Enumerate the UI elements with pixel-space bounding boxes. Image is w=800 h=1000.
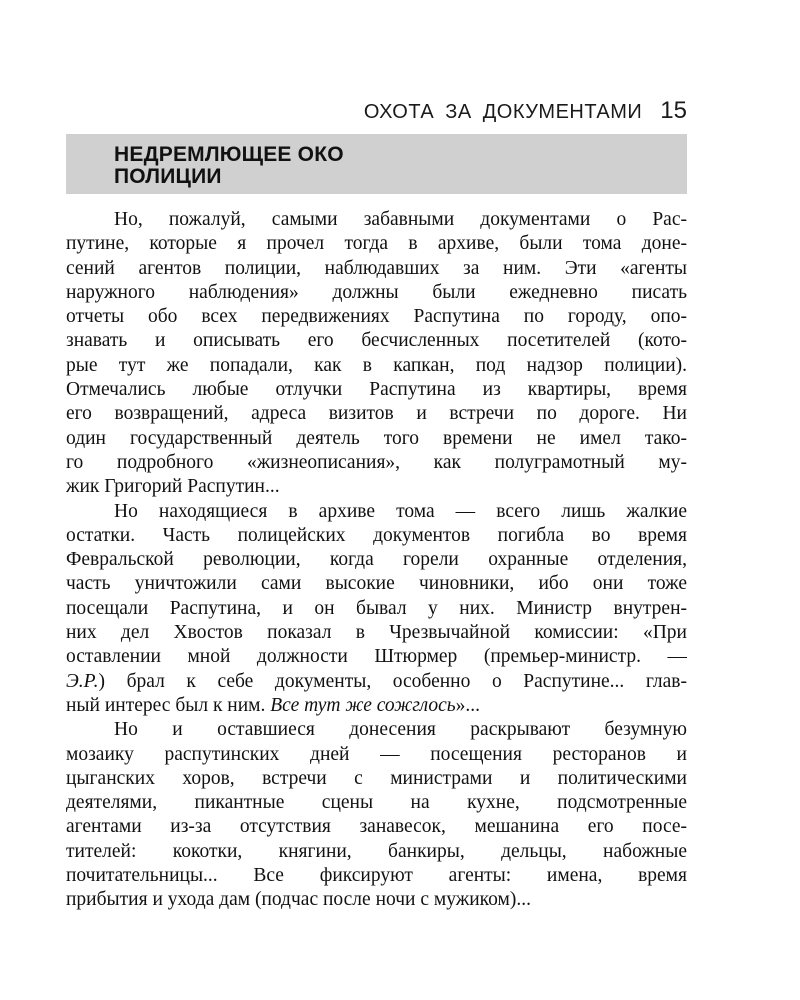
text-line: путине, которые я прочел тогда в архиве, были тома доне- — [66, 233, 687, 255]
section-heading-line: НЕДРЕМЛЮЩЕЕ ОКО — [114, 143, 344, 166]
running-header — [66, 97, 687, 127]
text-line: посещали Распутина, и он бывал у них. Министр внутрен- — [66, 597, 687, 619]
text-line: ный интерес был к ним. Все тут же сожглось»... — [66, 694, 481, 716]
text-line: агентами из-за отсутствия занавесок, мешанина его посе- — [66, 816, 687, 838]
text-line: деятелями, пикантные сцены на кухне, подсмотренные — [66, 792, 687, 814]
text-line: знавать и описывать его бесчисленных посетителей (кото- — [66, 330, 687, 352]
text-line: жик Григорий Распутин... — [66, 476, 280, 498]
text-line: них дел Хвостов показал в Чрезвычайной комиссии: «При — [66, 622, 687, 644]
section-heading-line: ПОЛИЦИИ — [114, 165, 222, 188]
text-line: отчеты обо всех передвижениях Распутина по городу, опо- — [66, 306, 687, 328]
text-line: наружного наблюдения» должны были ежедневно писать — [66, 281, 687, 303]
italic-quote: Все тут же сожглось — [270, 694, 456, 716]
page-number: 15 — [660, 97, 687, 124]
text-line: прибытия и ухода дам (подчас после ночи с мужиком)... — [66, 889, 531, 911]
text-line: один государственный деятель того времени не имел тако- — [66, 427, 687, 449]
text-line: Но, пожалуй, самыми забавными документами о Рас- — [114, 209, 687, 230]
text-line: тителей: кокотки, княгини, банкиры, дельцы, набожные — [66, 840, 687, 862]
text-line: почитательницы... Все фиксируют агенты: имена, время — [66, 865, 687, 887]
text-line: Отмечались любые отлучки Распутина из квартиры, время — [66, 379, 687, 401]
text-line: Но находящиеся в архиве тома — всего лишь жалкие — [114, 500, 687, 522]
running-title: ОХОТА ЗА ДОКУМЕНТАМИ — [363, 101, 643, 123]
text-line: оставлении мной должности Штюрмер (премьер-министр. — — [66, 646, 687, 668]
text-line: цыганских хоров, встречи с министрами и политическими — [66, 767, 687, 789]
text-line: мозаику распутинских дней — посещения ресторанов и — [66, 743, 687, 765]
text-line: Но и оставшиеся донесения раскрывают безумную — [114, 719, 687, 741]
text-line: часть уничтожили сами высокие чиновники, ибо они тоже — [66, 573, 687, 595]
section-heading — [66, 134, 687, 194]
text-line: Февральской революции, когда горели охранные отделения, — [66, 549, 687, 571]
italic-initials: Э.Р. — [66, 670, 99, 692]
text-line: Э.Р.) брал к себе документы, особенно о Распутине... глав- — [66, 670, 687, 692]
text-line: остатки. Часть полицейских документов погибла во время — [66, 524, 687, 546]
text-line: сений агентов полиции, наблюдавших за ним. Эти «агенты — [66, 257, 687, 279]
text-line: его возвращений, адреса визитов и встречи по дороге. Ни — [66, 403, 687, 425]
text-line: го подробного «жизнеописания», как полуграмотный му- — [66, 451, 687, 473]
body-text — [66, 208, 687, 913]
text-line: рые тут же попадали, как в капкан, под надзор полиции). — [66, 354, 687, 376]
